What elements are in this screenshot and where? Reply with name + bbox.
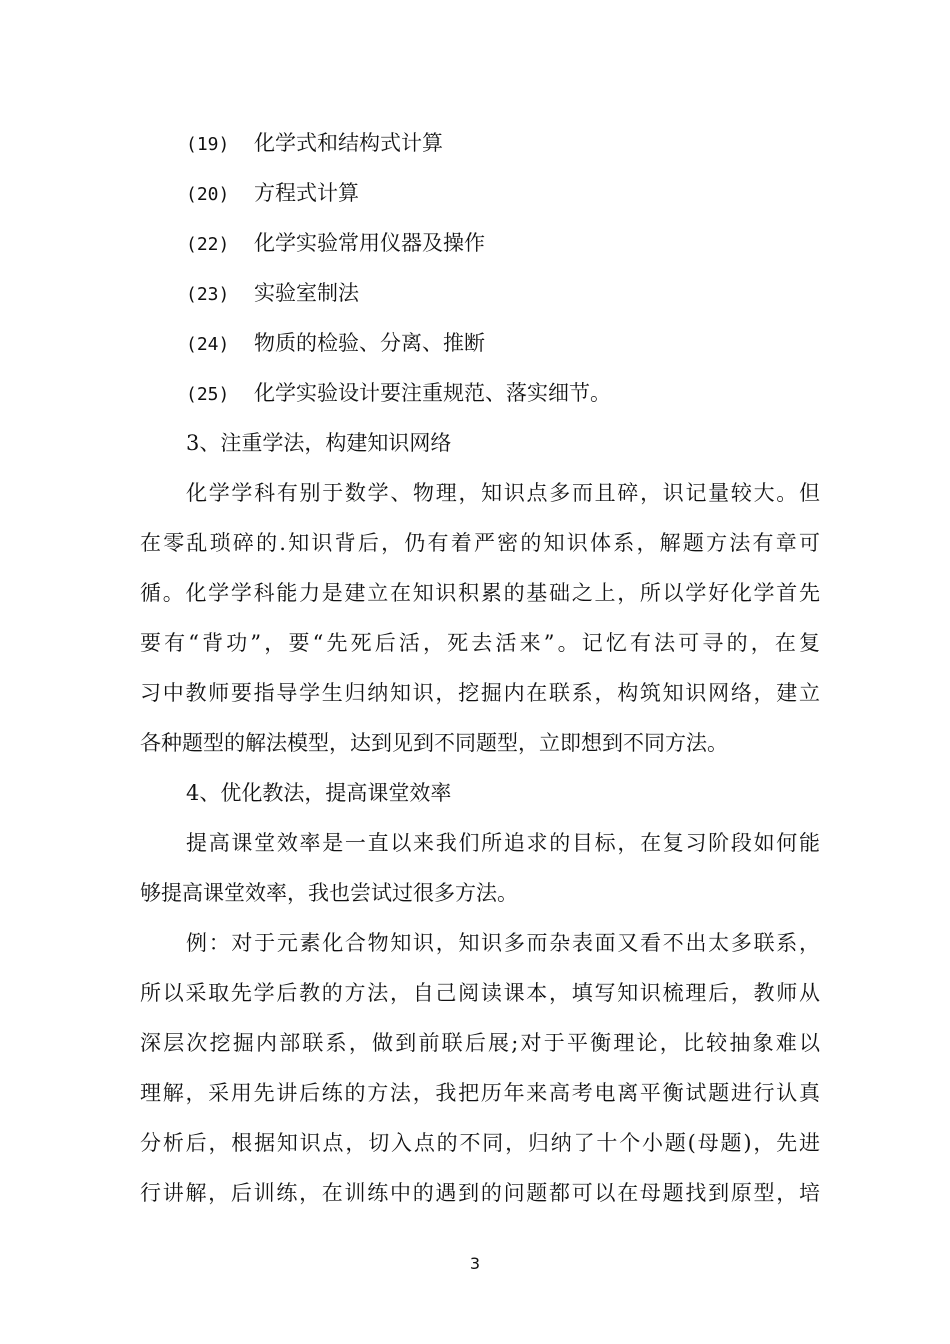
paragraph-line: 各种题型的解法模型，达到见到不同题型，立即想到不同方法。 xyxy=(140,731,728,755)
paragraph-line: 分析后，根据知识点，切入点的不同，归纳了十个小题(母题)，先进 xyxy=(140,1131,820,1155)
paragraph-line: 习中教师要指导学生归纳知识，挖掘内在联系，构筑知识网络，建立 xyxy=(140,681,820,705)
list-item-number: (23) xyxy=(186,284,230,305)
section-heading-3: 3、注重学法，构建知识网络 xyxy=(186,431,452,455)
list-item-text: 方程式计算 xyxy=(254,181,359,205)
paragraph-line: 深层次挖掘内部联系，做到前联后展;对于平衡理论，比较抽象难以 xyxy=(140,1031,820,1055)
list-item-text: 化学实验设计要注重规范、落实细节。 xyxy=(254,381,611,405)
paragraph-line: 提高课堂效率是一直以来我们所追求的目标，在复习阶段如何能 xyxy=(186,831,820,855)
list-item-number: (19) xyxy=(186,134,230,155)
list-item xyxy=(186,118,611,168)
paragraph-line: 行讲解，后训练，在训练中的遇到的问题都可以在母题找到原型，培 xyxy=(140,1181,820,1205)
list-item-number: (25) xyxy=(186,384,230,405)
list-item-number: (20) xyxy=(186,184,230,205)
paragraph-line: 所以采取先学后教的方法，自己阅读课本，填写知识梳理后，教师从 xyxy=(140,981,820,1005)
paragraph-line: 循。化学学科能力是建立在知识积累的基础之上，所以学好化学首先 xyxy=(140,581,820,605)
paragraph-line: 理解，采用先讲后练的方法，我把历年来高考电离平衡试题进行认真 xyxy=(140,1081,820,1105)
paragraph-line: 例：对于元素化合物知识，知识多而杂表面又看不出太多联系， xyxy=(186,931,820,955)
list-item xyxy=(186,168,611,218)
topic-list xyxy=(186,118,611,418)
paragraph-line: 要有“背功”，要“先死后活，死去活来”。记忆有法可寻的，在复 xyxy=(140,631,820,655)
section-heading-4: 4、优化教法，提高课堂效率 xyxy=(186,781,452,805)
list-item-text: 化学实验常用仪器及操作 xyxy=(254,231,485,255)
paragraph-line: 在零乱琐碎的.知识背后，仍有着严密的知识体系，解题方法有章可 xyxy=(140,531,820,555)
list-item-text: 物质的检验、分离、推断 xyxy=(254,331,485,355)
section-4-paragraph-2 xyxy=(140,918,820,1218)
section-3-paragraph xyxy=(140,468,820,768)
list-item-text: 实验室制法 xyxy=(254,281,359,305)
page-number: 3 xyxy=(469,1254,481,1273)
list-item xyxy=(186,368,611,418)
list-item xyxy=(186,218,611,268)
list-item-number: (22) xyxy=(186,234,230,255)
list-item-number: (24) xyxy=(186,334,230,355)
paragraph-line: 够提高课堂效率，我也尝试过很多方法。 xyxy=(140,881,518,905)
list-item xyxy=(186,268,611,318)
document-body xyxy=(140,418,820,1218)
list-item xyxy=(186,318,611,368)
list-item-text: 化学式和结构式计算 xyxy=(254,131,443,155)
section-4-paragraph-1 xyxy=(140,818,820,918)
paragraph-line: 化学学科有别于数学、物理，知识点多而且碎，识记量较大。但 xyxy=(186,481,820,505)
